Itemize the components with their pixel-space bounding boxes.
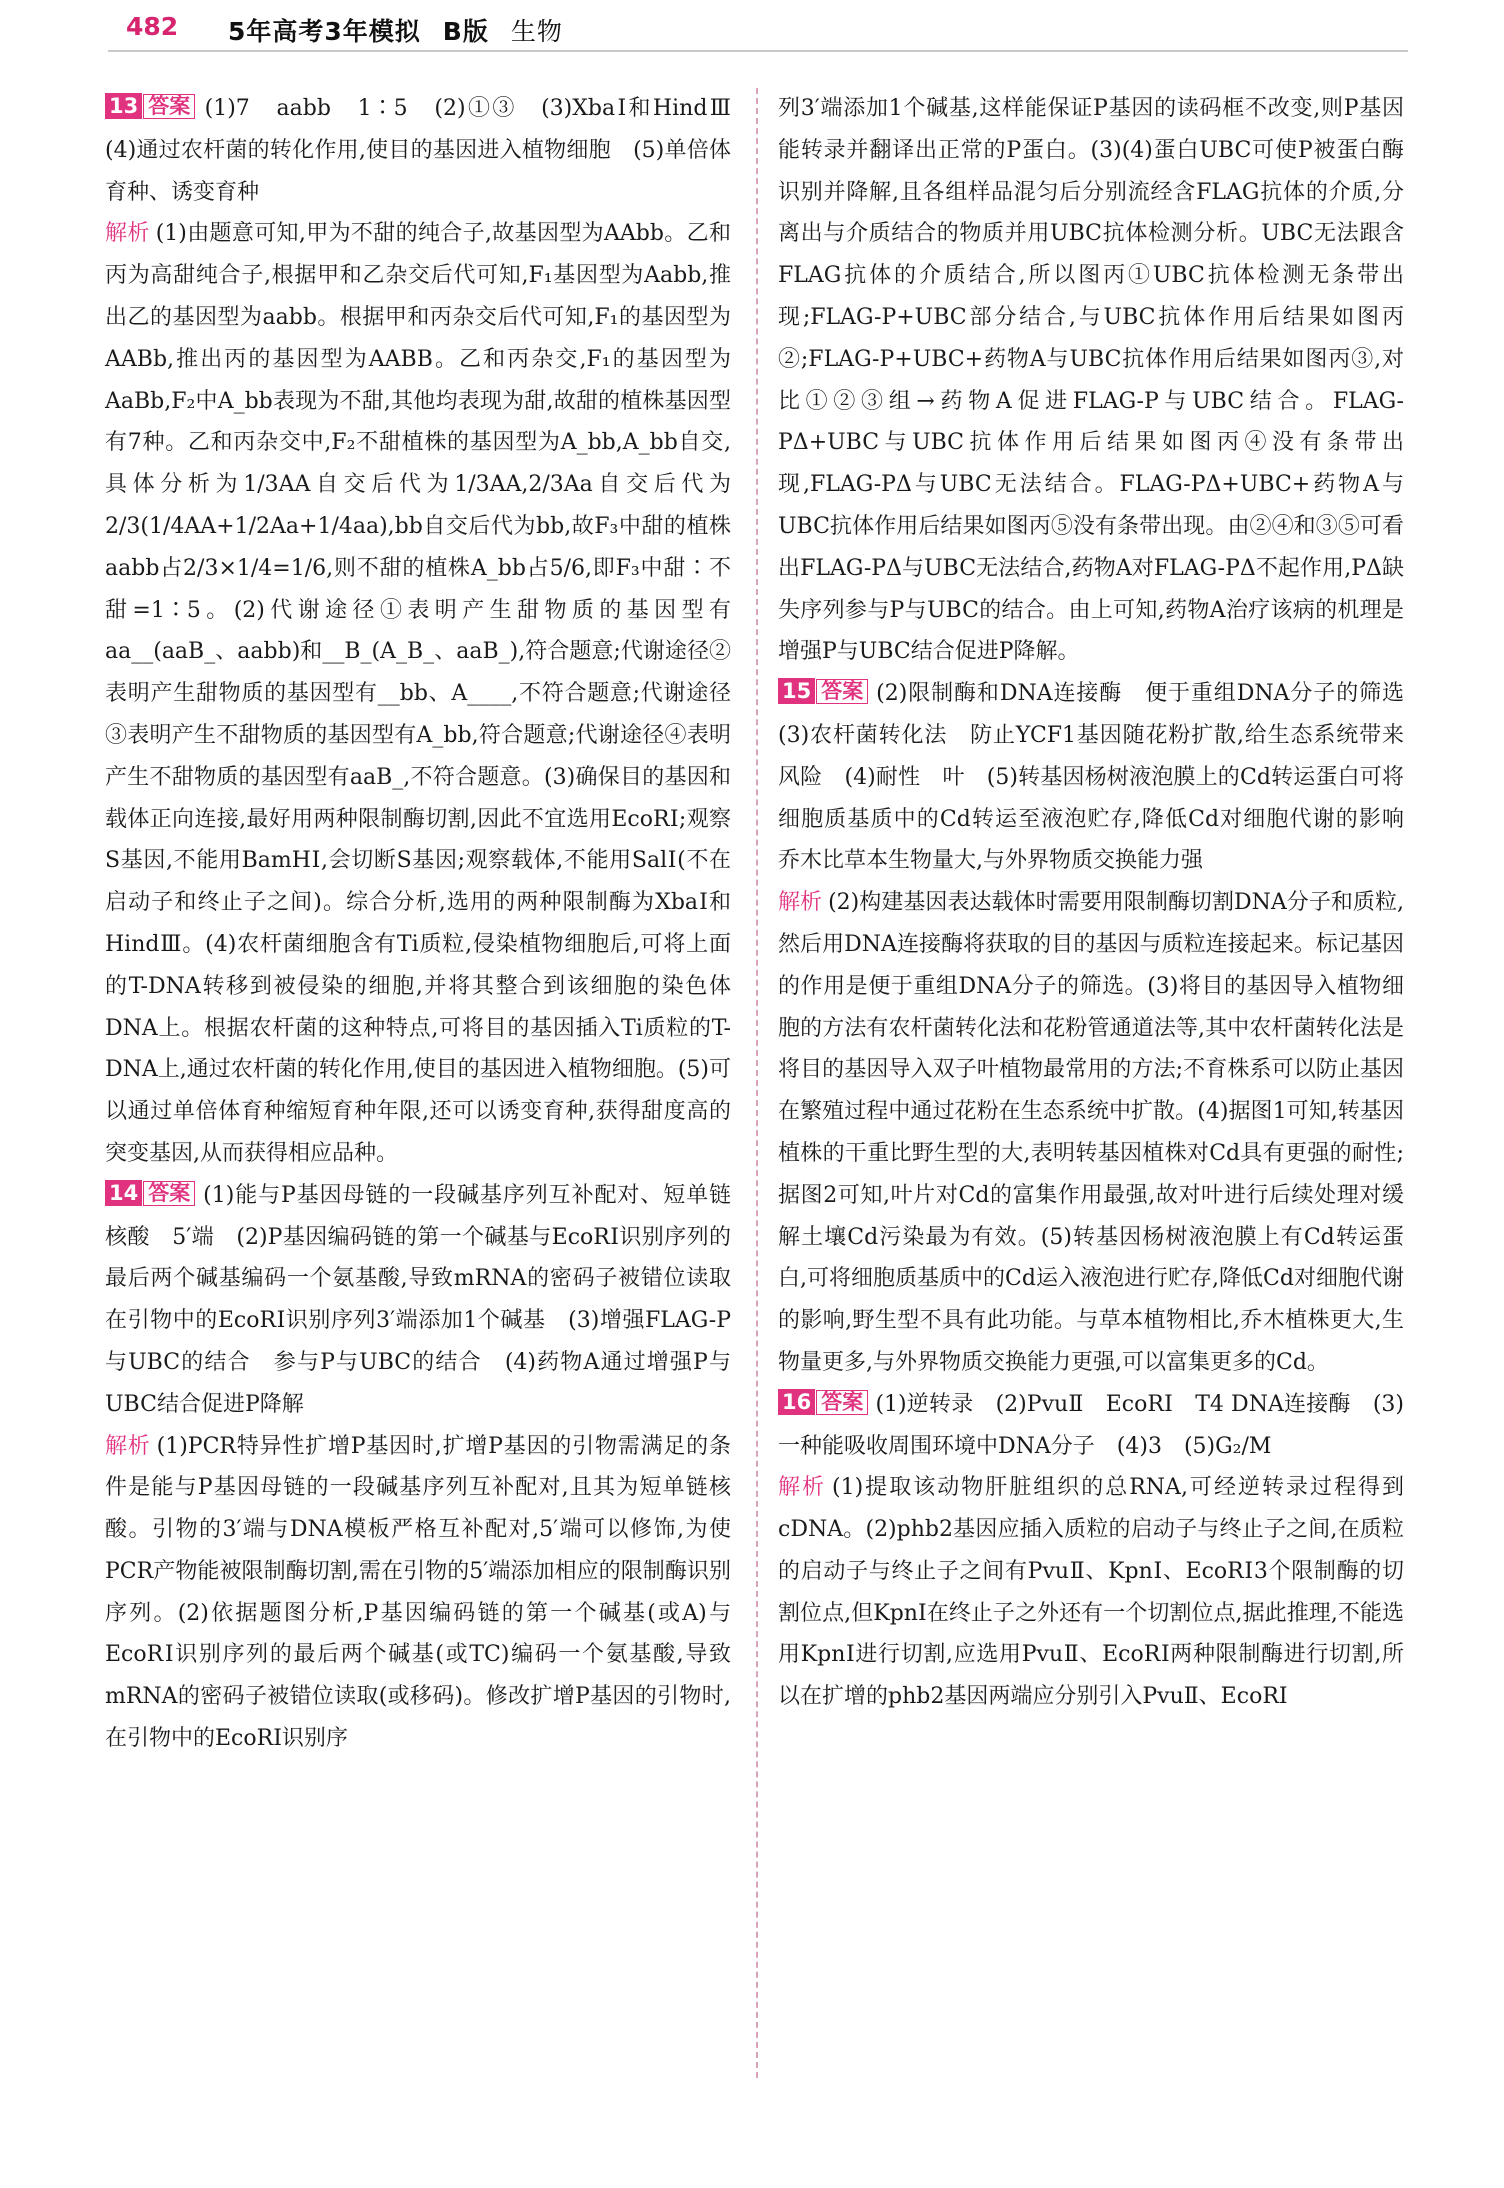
answer-label: 答案 <box>143 94 195 119</box>
answer-text: (1)逆转录 (2)PvuⅡ EcoRⅠ T4 DNA连接酶 (3)一种能吸收周围环境中DNA分子 (4)3 (5)G₂/M <box>778 1391 1404 1459</box>
q14-answer-tag <box>105 1180 195 1206</box>
question-number: 13 <box>105 93 142 119</box>
page-header <box>0 0 1504 56</box>
q13-answer-tag <box>105 93 195 119</box>
answer-text: (2)限制酶和DNA连接酶 便于重组DNA分子的筛选 (3)农杆菌转化法 防止YCF1基因随花粉扩散,给生态系统带来风险 (4)耐性 叶 (5)转基因杨树液泡膜上的Cd转运蛋白可将细胞质基质中的Cd转运至液泡贮存,降低Cd对细胞代谢的影响 乔木比草本生物量大,与外界物质交换能力强 <box>778 681 1427 874</box>
q13-analysis <box>105 213 731 1174</box>
q16-answer-tag <box>778 1389 868 1415</box>
left-column <box>105 88 754 2088</box>
question-number: 14 <box>105 1180 142 1206</box>
analysis-text: (1)提取该动物肝脏组织的总RNA,可经逆转录过程得到cDNA。(2)phb2基因应插入质粒的启动子与终止子之间,在质粒的启动子与终止子之间有PvuⅡ、KpnⅠ、EcoRⅠ3个限制酶的切割位点,但KpnⅠ在终止子之外还有一个切割位点,据此推理,不能选用KpnⅠ进行切割,应选用PvuⅡ、EcoRⅠ两种限制酶进行切割,所以在扩增的phb2基因两端应分别引入PvuⅡ、EcoRⅠ <box>778 1475 1404 1710</box>
header-rule <box>108 50 1408 52</box>
answer-text: (1)能与P基因母链的一段碱基序列互补配对、短单链核酸 5′端 (2)P基因编码链的第一个碱基与EcoRⅠ识别序列的最后两个碱基编码一个氨基酸,导致mRNA的密码子被错位读取 在引物中的EcoRⅠ识别序列3′端添加1个碱基 (3)增强FLAG-P与UBC的结合 参与P与UBC的结合 (4)药物A通过增强P与UBC结合促进P降解 <box>105 1182 754 1417</box>
column-divider <box>756 88 758 2078</box>
q15-answer <box>778 673 1427 882</box>
q13-answer <box>105 88 754 213</box>
q14-analysis-continued: 列3′端添加1个碱基,这样能保证P基因的读码框不改变,则P基因能转录并翻译出正常的P蛋白。(3)(4)蛋白UBC可使P被蛋白酶识别并降解,且各组样品混匀后分别流经含FLAG抗体的介质,分离出与介质结合的物质并用UBC抗体检测分析。UBC无法跟含FLAG抗体的介质结合,所以图丙①UBC抗体检测无条带出现;FLAG-P+UBC部分结合,与UBC抗体作用后结果如图丙②;FLAG-P+UBC+药物A与UBC抗体作用后结果如图丙③,对比①②③组→药物A促进FLAG-P与UBC结合。FLAG-PΔ+UBC与UBC抗体作用后结果如图丙④没有条带出现,FLAG-PΔ与UBC无法结合。FLAG-PΔ+UBC+药物A与UBC抗体作用后结果如图丙⑤没有条带出现。由②④和③⑤可看出FLAG-PΔ与UBC无法结合,药物A对FLAG-PΔ不起作用,PΔ缺失序列参与P与UBC的结合。由上可知,药物A治疗该病的机理是增强P与UBC结合促进P降解。 <box>778 96 1404 665</box>
answer-label: 答案 <box>816 679 868 704</box>
q15-answer-tag <box>778 678 868 704</box>
q14-answer <box>105 1175 754 1426</box>
book-title <box>228 12 563 48</box>
q16-analysis <box>778 1467 1404 1718</box>
answer-label: 答案 <box>816 1390 868 1415</box>
q16-answer <box>778 1384 1404 1468</box>
analysis-label: 解析 <box>105 1433 151 1459</box>
q14-analysis <box>105 1426 731 1760</box>
analysis-text: (2)构建基因表达载体时需要用限制酶切割DNA分子和质粒,然后用DNA连接酶将获取的目的基因与质粒连接起来。标记基因的作用是便于重组DNA分子的筛选。(3)将目的基因导入植物细胞的方法有农杆菌转化法和花粉管通道法等,其中农杆菌转化法是将目的基因导入双子叶植物最常用的方法;不育株系可以防止基因在繁殖过程中通过花粉在生态系统中扩散。(4)据图1可知,转基因植株的干重比野生型的大,表明转基因植株对Cd具有更强的耐性;据图2可知,叶片对Cd的富集作用最强,故对叶进行后续处理对缓解土壤Cd污染最为有效。(5)转基因杨树液泡膜上有Cd转运蛋白,可将细胞质基质中的Cd运入液泡进行贮存,降低Cd对细胞代谢的影响,野生型不具有此功能。与草本植物相比,乔木植株更大,生物量更多,与外界物质交换能力更强,可以富集更多的Cd。 <box>778 890 1404 1375</box>
analysis-text: (1)PCR特异性扩增P基因时,扩增P基因的引物需满足的条件是能与P基因母链的一段碱基序列互补配对,且其为短单链核酸。引物的3′端与DNA模板严格互补配对,5′端可以修饰,为使PCR产物能被限制酶切割,需在引物的5′端添加相应的限制酶识别序列。(2)依据题图分析,P基因编码链的第一个碱基(或A)与EcoRⅠ识别序列的最后两个碱基(或TC)编码一个氨基酸,导致mRNA的密码子被错位读取(或移码)。修改扩增P基因的引物时,在引物中的EcoRⅠ识别序 <box>105 1433 731 1752</box>
title-series: 5年高考3年模拟 <box>228 17 421 46</box>
title-subject: 生物 <box>510 17 563 46</box>
answer-text: (1)7 aabb 1∶5 (2)①③ (3)XbaⅠ和HindⅢ (4)通过农杆菌的转化作用,使目的基因进入植物细胞 (5)单倍体育种、诱变育种 <box>105 96 754 205</box>
analysis-label: 解析 <box>778 890 823 916</box>
right-column <box>778 88 1427 2088</box>
analysis-text: (1)由题意可知,甲为不甜的纯合子,故基因型为AAbb。乙和丙为高甜纯合子,根据甲和乙杂交后代可知,F₁基因型为Aabb,推出乙的基因型为aabb。根据甲和丙杂交后代可知,F₁的基因型为AABb,推出丙的基因型为AABB。乙和丙杂交,F₁的基因型为AaBb,F₂中A_bb表现为不甜,其他均表现为甜,故甜的植株基因型有7种。乙和丙杂交中,F₂不甜植株的基因型为A_bb,A_bb自交,具体分析为1/3AA自交后代为1/3AA,2/3Aa自交后代为2/3(1/4AA+1/2Aa+1/4aa),bb自交后代为bb,故F₃中甜的植株aabb占2/3×1/4=1/6,则不甜的植株A_bb占5/6,即F₃中甜∶不甜=1∶5。(2)代谢途径①表明产生甜物质的基因型有aa__(aaB_、aabb)和__B_(A_B_、aaB_),符合题意;代谢途径②表明产生甜物质的基因型有__bb、A____,不符合题意;代谢途径③表明产生不甜物质的基因型有A_bb,符合题意;代谢途径④表明产生不甜物质的基因型有aaB_,不符合题意。(3)确保目的基因和载体正向连接,最好用两种限制酶切割,因此不宜选用EcoRⅠ;观察S基因,不能用BamHⅠ,会切断S基因;观察载体,不能用SalⅠ(不在启动子和终止子之间)。综合分析,选用的两种限制酶为XbaⅠ和HindⅢ。(4)农杆菌细胞含有Ti质粒,侵染植物细胞后,可将上面的T-DNA转移到被侵染的细胞,并将其整合到该细胞的染色体DNA上。根据农杆菌的这种特点,可将目的基因插入Ti质粒的T-DNA上,通过农杆菌的转化作用,使目的基因进入植物细胞。(5)可以通过单倍体育种缩短育种年限,还可以诱变育种,获得甜度高的突变基因,从而获得相应品种。 <box>105 221 731 1166</box>
page-number: 482 <box>126 12 179 41</box>
title-edition: B版 <box>442 17 489 46</box>
answer-label: 答案 <box>143 1181 195 1206</box>
question-number: 16 <box>778 1389 815 1415</box>
q15-analysis <box>778 882 1404 1384</box>
analysis-label: 解析 <box>105 221 150 247</box>
question-number: 15 <box>778 678 815 704</box>
analysis-label: 解析 <box>778 1475 827 1501</box>
